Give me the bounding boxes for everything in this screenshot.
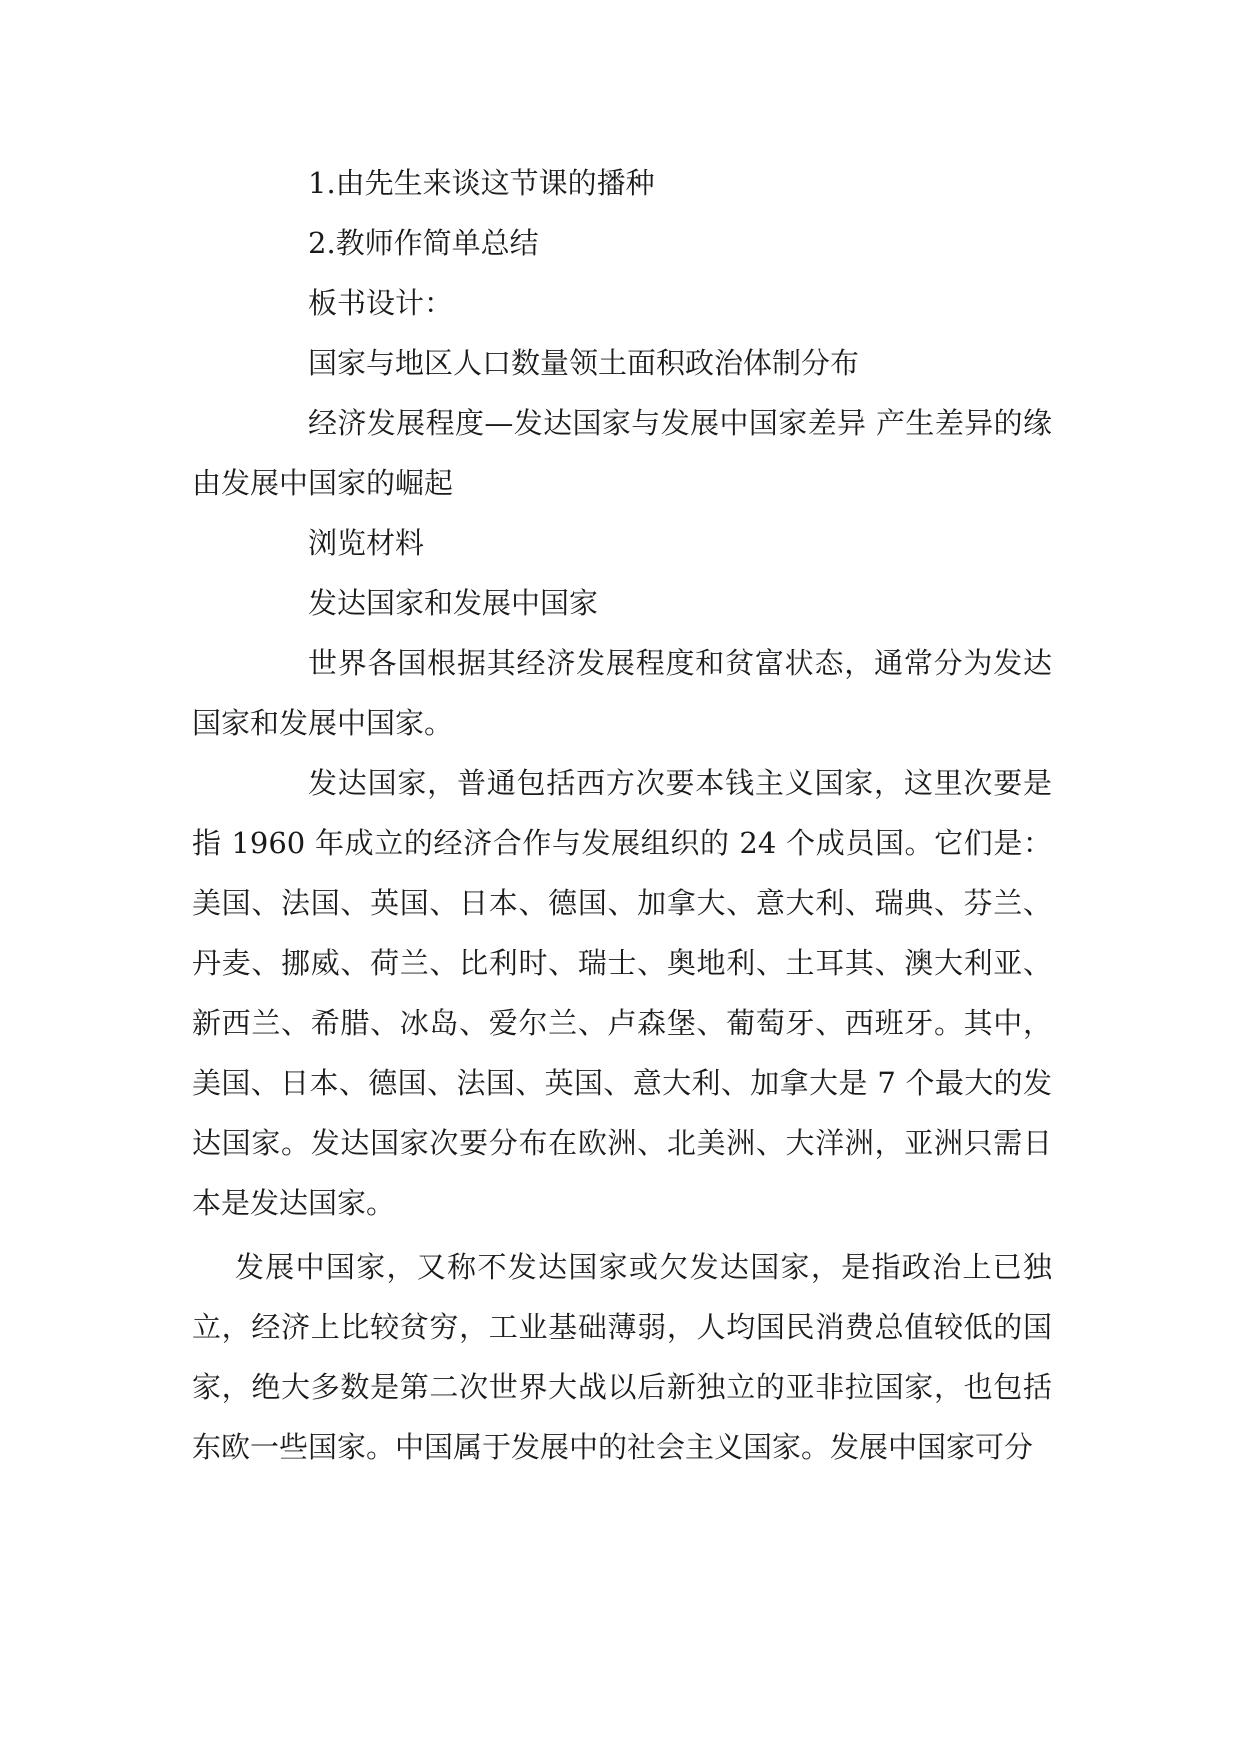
paragraph-intro: 世界各国根据其经济发展程度和贫富状态，通常分为发达国家和发展中国家。 xyxy=(192,646,1052,740)
paragraph-reading-material: 浏览材料 xyxy=(308,526,425,560)
paragraph-board-design: 板书设计： xyxy=(308,286,454,320)
paragraph-board-line-1: 国家与地区人口数量领土面积政治体制分布 xyxy=(308,346,860,380)
paragraph-developed-countries: 发达国家，普通包括西方次要本钱主义国家，这里次要是指 1960 年成立的经济合作与发展组织的 24 个成员国。它们是：美国、法国、英国、日本、德国、加拿大、意大利、瑞典、芬兰、丹麦、挪威、荷兰、比利时、瑞士、奥地利、土耳其、澳大利亚、新西兰、希腊、冰岛、爱尔兰、卢森堡、葡萄牙、西班牙。其中，美国、日本、德国、法国、英国、意大利、加拿大是 7 个最大的发达国家。发达国家次要分布在欧洲、北美洲、大洋洲，亚洲只需日本是发达国家。 xyxy=(192,766,1052,1220)
paragraph-board-line-2: 经济发展程度—发达国家与发展中国家差异 产生差异的缘由发展中国家的崛起 xyxy=(192,406,1052,500)
paragraph-section-title: 发达国家和发展中国家 xyxy=(308,586,599,620)
document-body xyxy=(192,153,1052,1477)
paragraph-item-1: 1.由先生来谈这节课的播种 xyxy=(308,166,655,200)
paragraph-item-2: 2.教师作简单总结 xyxy=(308,226,539,260)
paragraph-developing-countries: 发展中国家，又称不发达国家或欠发达国家，是指政治上已独立，经济上比较贫穷，工业基础薄弱，人均国民消费总值较低的国家，绝大多数是第二次世界大战以后新独立的亚非拉国家，也包括东欧一些国家。中国属于发展中的社会主义国家。发展中国家可分 xyxy=(192,1250,1052,1464)
